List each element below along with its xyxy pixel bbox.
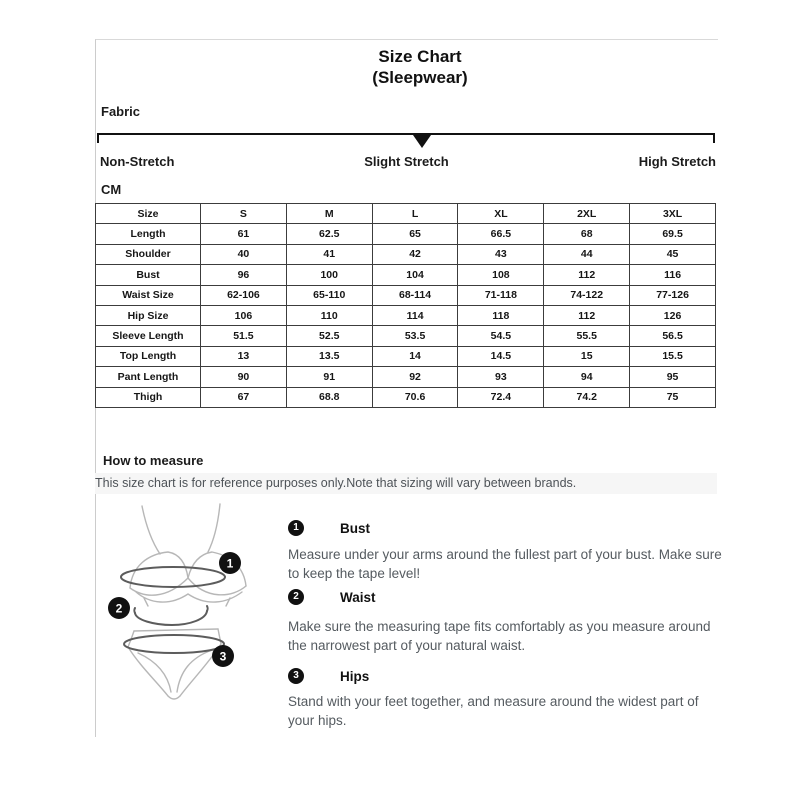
table-row — [96, 244, 716, 264]
table-cell: 13.5 — [286, 346, 372, 366]
table-row — [96, 387, 716, 407]
step-hips-text: Stand with your feet together, and measure around the widest part of your hips. — [288, 694, 699, 728]
row-label: Thigh — [96, 387, 201, 407]
size-table — [95, 203, 716, 408]
table-cell: 53.5 — [372, 326, 458, 346]
step-1-badge-icon: 1 — [288, 520, 304, 536]
table-cell: 40 — [201, 244, 287, 264]
col-header-l: L — [372, 204, 458, 224]
table-row — [96, 285, 716, 305]
step-bust-text: Measure under your arms around the fullest part of your bust. Make sure to keep the tape level! — [288, 547, 722, 581]
table-cell: 112 — [544, 265, 630, 285]
row-label: Shoulder — [96, 244, 201, 264]
step-bust-heading — [288, 520, 370, 536]
row-label: Hip Size — [96, 305, 201, 325]
table-cell: 74.2 — [544, 387, 630, 407]
table-cell: 114 — [372, 305, 458, 325]
scale-label-slight-stretch: Slight Stretch — [364, 154, 449, 169]
table-cell: 108 — [458, 265, 544, 285]
table-cell: 106 — [201, 305, 287, 325]
table-cell: 72.4 — [458, 387, 544, 407]
page-title-line1: Size Chart — [378, 47, 462, 66]
table-cell: 62-106 — [201, 285, 287, 305]
table-cell: 55.5 — [544, 326, 630, 346]
scale-label-high-stretch: High Stretch — [638, 154, 716, 169]
table-cell: 45 — [630, 244, 716, 264]
table-cell: 43 — [458, 244, 544, 264]
row-label: Sleeve Length — [96, 326, 201, 346]
stretch-marker-triangle-icon — [413, 135, 431, 148]
badge-3-number: 3 — [219, 649, 227, 664]
table-row — [96, 265, 716, 285]
row-label: Waist Size — [96, 285, 201, 305]
table-row — [96, 305, 716, 325]
table-cell: 91 — [286, 367, 372, 387]
col-header-3xl: 3XL — [630, 204, 716, 224]
table-cell: 68 — [544, 224, 630, 244]
row-label: Length — [96, 224, 201, 244]
table-cell: 65-110 — [286, 285, 372, 305]
table-cell: 54.5 — [458, 326, 544, 346]
table-cell: 96 — [201, 265, 287, 285]
col-header-size: Size — [96, 204, 201, 224]
how-to-measure-heading: How to measure — [103, 453, 204, 468]
table-cell: 126 — [630, 305, 716, 325]
step-hips-title: Hips — [340, 668, 370, 684]
table-cell: 110 — [286, 305, 372, 325]
table-cell: 13 — [201, 346, 287, 366]
page-title-line2: (Sleepwear) — [372, 68, 468, 87]
scale-right-tick — [713, 133, 715, 143]
col-header-s: S — [201, 204, 287, 224]
stretch-scale-bar — [97, 133, 715, 135]
table-cell: 67 — [201, 387, 287, 407]
table-cell: 15 — [544, 346, 630, 366]
scale-left-tick — [97, 133, 99, 143]
table-cell: 75 — [630, 387, 716, 407]
table-header-row — [96, 204, 716, 224]
table-cell: 14.5 — [458, 346, 544, 366]
table-cell: 66.5 — [458, 224, 544, 244]
table-cell: 94 — [544, 367, 630, 387]
measuring-tape-lines — [121, 567, 225, 653]
illustration-badges — [108, 552, 241, 667]
table-cell: 41 — [286, 244, 372, 264]
col-header-m: M — [286, 204, 372, 224]
table-cell: 65 — [372, 224, 458, 244]
scale-label-non-stretch: Non-Stretch — [100, 154, 175, 169]
table-cell: 95 — [630, 367, 716, 387]
table-cell: 14 — [372, 346, 458, 366]
badge-1-number: 1 — [226, 556, 234, 571]
table-cell: 56.5 — [630, 326, 716, 346]
col-header-xl: XL — [458, 204, 544, 224]
table-cell: 74-122 — [544, 285, 630, 305]
unit-label: CM — [101, 182, 122, 197]
step-waist-heading — [288, 589, 376, 605]
table-cell: 112 — [544, 305, 630, 325]
step-hips-heading — [288, 668, 369, 684]
table-cell: 61 — [201, 224, 287, 244]
table-cell: 62.5 — [286, 224, 372, 244]
size-table-body — [96, 224, 716, 408]
table-cell: 118 — [458, 305, 544, 325]
table-cell: 77-126 — [630, 285, 716, 305]
reference-note: This size chart is for reference purposes only.Note that sizing will vary between brands. — [95, 473, 717, 494]
fabric-label: Fabric — [101, 104, 141, 119]
page-title — [95, 46, 745, 88]
table-cell: 52.5 — [286, 326, 372, 346]
step-3-badge-icon: 3 — [288, 668, 304, 684]
table-cell: 92 — [372, 367, 458, 387]
table-cell: 68-114 — [372, 285, 458, 305]
step-waist-title: Waist — [340, 589, 376, 605]
badge-2-number: 2 — [115, 601, 123, 616]
stretch-scale-labels — [97, 154, 716, 170]
row-label: Top Length — [96, 346, 201, 366]
table-row — [96, 326, 716, 346]
table-cell: 51.5 — [201, 326, 287, 346]
table-row — [96, 224, 716, 244]
table-cell: 15.5 — [630, 346, 716, 366]
table-cell: 44 — [544, 244, 630, 264]
table-cell: 93 — [458, 367, 544, 387]
table-cell: 68.8 — [286, 387, 372, 407]
table-row — [96, 346, 716, 366]
table-cell: 90 — [201, 367, 287, 387]
col-header-2xl: 2XL — [544, 204, 630, 224]
step-waist-text: Make sure the measuring tape fits comfortably as you measure around the narrowest part of your natural waist. — [288, 619, 711, 653]
row-label: Bust — [96, 265, 201, 285]
table-cell: 104 — [372, 265, 458, 285]
step-2-badge-icon: 2 — [288, 589, 304, 605]
table-cell: 42 — [372, 244, 458, 264]
step-bust-title: Bust — [340, 520, 370, 536]
table-cell: 71-118 — [458, 285, 544, 305]
table-row — [96, 367, 716, 387]
bikini-line-art — [128, 504, 246, 699]
table-cell: 69.5 — [630, 224, 716, 244]
table-cell: 70.6 — [372, 387, 458, 407]
table-cell: 116 — [630, 265, 716, 285]
row-label: Pant Length — [96, 367, 201, 387]
measurement-illustration — [100, 500, 285, 735]
table-cell: 100 — [286, 265, 372, 285]
